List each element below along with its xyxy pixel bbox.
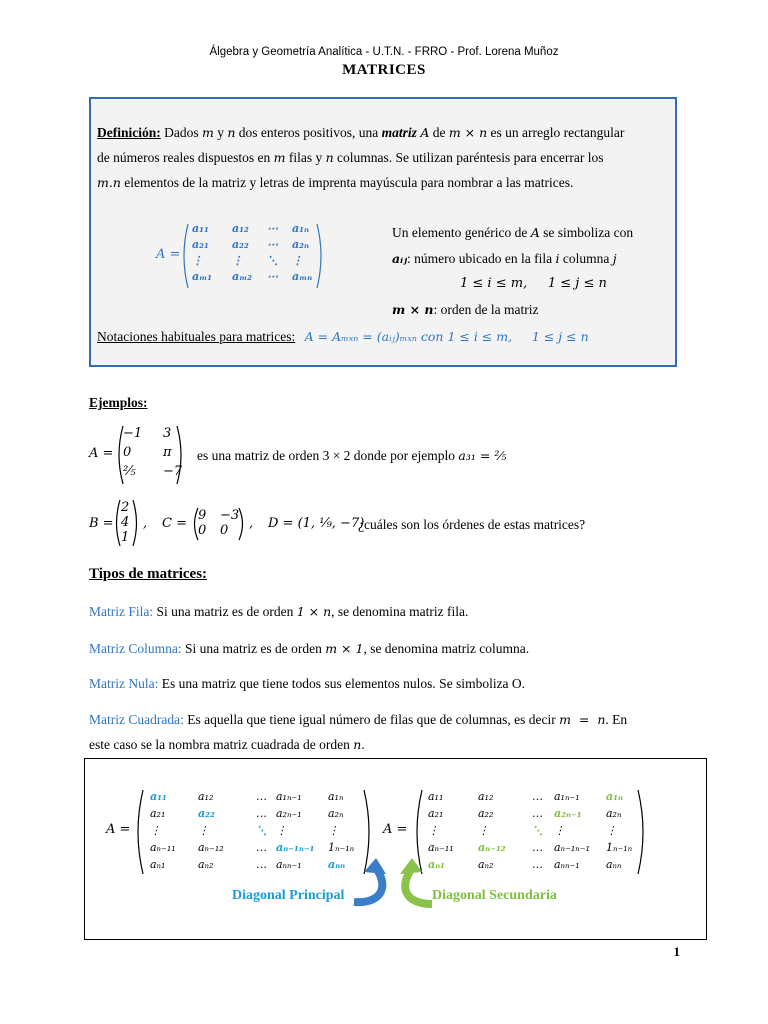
example-B-right-paren (131, 498, 141, 548)
matrix-entry: aₙ₁ (428, 858, 445, 871)
matrix-entry: a₂₂ (478, 807, 494, 820)
matrix-entry: 2 (121, 500, 130, 515)
secondary-diagonal-label: Diagonal Secundaria (432, 888, 557, 903)
matrix-entry: aₙ₋₁ₙ₋₁ (554, 841, 590, 854)
matrix-entry: a₂ₙ (292, 238, 309, 251)
matrix-entry: aₙ₂ (478, 858, 494, 871)
notations-line (97, 324, 589, 349)
example-B-lhs: B = (89, 516, 114, 531)
principal-arrow-icon (350, 858, 394, 910)
matrix-entry: ⋮ (328, 824, 339, 837)
example-C-lhs: C = (162, 516, 187, 531)
diagonal-left-left-paren (131, 788, 145, 876)
example-question: ¿cuáles son los órdenes de estas matrices? (358, 517, 586, 532)
matrix-entry: π (163, 445, 172, 460)
example-comma-2: , (249, 516, 254, 531)
matrix-entry: aₙ₋₁₂ (478, 841, 506, 854)
matrix-entry: a₁ₙ (328, 790, 344, 803)
principal-diagonal-label: Diagonal Principal (232, 888, 345, 903)
matrix-entry: 0 (220, 523, 229, 538)
matrix-entry: … (256, 841, 267, 854)
matrix-entry: 9 (198, 508, 207, 523)
examples-heading: Ejemplos: (89, 395, 148, 410)
matrix-entry: … (256, 790, 267, 803)
matrix-entry: −3 (220, 508, 240, 523)
matrix-entry: a₁₁ (192, 222, 209, 235)
matrix-entry: aₙ₋₁ₙ₋₁ (276, 841, 315, 854)
matrix-entry: a₁ₙ (292, 222, 309, 235)
type-cuadrada-line-2: este caso se la nombra matriz cuadrada de orden n. (89, 737, 365, 752)
type-nula-label: Matriz Nula: (89, 676, 159, 691)
matrix-entry: ⋱ (532, 824, 543, 837)
example-D: D = (1, ¹⁄₉, −7) (268, 516, 365, 531)
matrix-entry: ²⁄₅ (123, 464, 136, 479)
matrix-entry: 1ₙ₋₁ₙ (328, 841, 355, 854)
definition-line-1: Definición: Dados m y n dos enteros positivos, una matriz A de m × n es un arreglo rectangular (97, 125, 625, 140)
matrix-entry: ⋮ (276, 824, 287, 837)
matrix-entry: −1 (123, 426, 143, 441)
matrix-entry: −7 (163, 464, 183, 479)
generic-element-line-2: aᵢⱼ: número ubicado en la fila i columna j (392, 251, 617, 266)
matrix-entry: 1 (121, 530, 130, 545)
matrix-entry: … (256, 807, 267, 820)
order-definition: m × n: orden de la matriz (392, 302, 539, 317)
matrix-entry: 4 (121, 515, 130, 530)
matrix-entry: ⋯ (267, 222, 278, 235)
definition-line-2: de números reales dispuestos en m filas y n columnas. Se utilizan paréntesis para encerrar los (97, 150, 604, 165)
type-fila: Matriz Fila: Si una matriz es de orden 1 × n, se denomina matriz fila. (89, 604, 469, 619)
matrix-entry: ⋱ (267, 254, 278, 267)
matrix-entry: ⋯ (267, 270, 278, 283)
type-columna: Matriz Columna: Si una matriz es de orden m × 1, se denomina matriz columna. (89, 641, 530, 656)
matrix-entry: a₁₂ (198, 790, 214, 803)
matrix-entry: a₂ₙ (328, 807, 344, 820)
matrix-entry: aₙₙ₋₁ (276, 858, 302, 871)
matrix-entry: a₁₁ (428, 790, 444, 803)
matrix-entry: … (256, 858, 267, 871)
matrix-entry: 1ₙ₋₁ₙ (606, 841, 633, 854)
page-title: MATRICES (342, 62, 426, 78)
matrix-entry: a₂₁ (428, 807, 444, 820)
course-header: Álgebra y Geometría Analítica - U.T.N. - FRRO - Prof. Lorena Muñoz (209, 46, 559, 58)
matrix-entry: aₙ₁ (150, 858, 166, 871)
matrix-entry: aₙₙ (328, 858, 346, 871)
matrix-entry: … (532, 790, 543, 803)
matrix-entry: a₂₁ (192, 238, 209, 251)
matrix-entry: aₘ₂ (232, 270, 252, 283)
diagonal-right-right-paren (636, 788, 650, 876)
example-1-text: es una matriz de orden 3 × 2 donde por ejemplo a₃₁ = ²⁄₅ (197, 448, 507, 463)
matrix-entry: … (532, 841, 543, 854)
matrix-entry: ⋮ (428, 824, 439, 837)
type-nula: Matriz Nula: Es una matriz que tiene todos sus elementos nulos. Se simboliza O. (89, 676, 526, 691)
matrix-entry: a₁ₙ (606, 790, 623, 803)
matrix-entry: ⋮ (192, 254, 203, 267)
types-heading: Tipos de matrices: (89, 566, 208, 582)
matrix-entry: a₂₂ (232, 238, 249, 251)
type-cuadrada-label: Matriz Cuadrada: (89, 712, 184, 727)
matrix-entry: ⋮ (554, 824, 565, 837)
generic-matrix-lhs: A = (156, 247, 181, 262)
matrix-entry: aₙ₋₁₁ (428, 841, 454, 854)
matrix-entry: ⋱ (256, 824, 267, 837)
generic-element-line-1: Un elemento genérico de A se simboliza con (392, 225, 634, 240)
matrix-entry: ⋮ (232, 254, 243, 267)
notations-label: Notaciones habituales para matrices: (97, 329, 296, 344)
secondary-arrow-icon (396, 858, 436, 910)
matrix-entry: ⋯ (267, 238, 278, 251)
matrix-entry: aₙₙ₋₁ (554, 858, 580, 871)
matrix-entry: a₂ₙ₋₁ (554, 807, 582, 820)
definition-line-3: m.n elementos de la matriz y letras de imprenta mayúscula para nombrar a las matrices. (97, 175, 574, 190)
matrix-entry: aₙ₋₁₁ (150, 841, 176, 854)
notations-formula: A = Aₘₓₙ = (aᵢⱼ)ₘₓₙ con 1 ≤ i ≤ m, 1 ≤ j ≤ n (304, 329, 589, 344)
generic-matrix-right-paren (315, 222, 327, 290)
diagonal-right-lhs: A = (383, 822, 408, 837)
matrix-entry: aₙ₂ (198, 858, 214, 871)
matrix-entry: a₁ₙ₋₁ (276, 790, 302, 803)
matrix-entry: ⋮ (478, 824, 489, 837)
matrix-entry: … (532, 858, 543, 871)
matrix-entry: a₂₂ (198, 807, 215, 820)
index-range: 1 ≤ i ≤ m, 1 ≤ j ≤ n (460, 276, 607, 291)
matrix-entry: aₘₙ (292, 270, 313, 283)
matrix-entry: aₘ₁ (192, 270, 212, 283)
example-1-lhs: A = (89, 446, 114, 461)
matrix-entry: a₁₂ (478, 790, 494, 803)
matrix-entry: 0 (123, 445, 132, 460)
page-number: 1 (673, 944, 680, 959)
matrix-entry: ⋮ (292, 254, 303, 267)
matrix-entry: a₂₁ (150, 807, 166, 820)
example-comma-1: , (143, 516, 148, 531)
matrix-entry: a₁ₙ₋₁ (554, 790, 580, 803)
matrix-entry: 3 (163, 426, 172, 441)
generic-matrix-left-paren (178, 222, 190, 290)
type-columna-label: Matriz Columna: (89, 641, 182, 656)
definition-label: Definición: (97, 125, 161, 140)
matrix-entry: 0 (198, 523, 207, 538)
matrix-entry: a₁₁ (150, 790, 167, 803)
diagonal-left-lhs: A = (106, 822, 131, 837)
matrix-entry: aₙₙ (606, 858, 622, 871)
type-fila-label: Matriz Fila: (89, 604, 154, 619)
matrix-entry: ⋮ (606, 824, 617, 837)
matrix-entry: a₂ₙ₋₁ (276, 807, 302, 820)
matrix-entry: aₙ₋₁₂ (198, 841, 224, 854)
matrix-entry: ⋮ (150, 824, 161, 837)
matrix-entry: a₂ₙ (606, 807, 622, 820)
type-cuadrada: Matriz Cuadrada: Es aquella que tiene igual número de filas que de columnas, es decir m = n. En (89, 712, 628, 727)
matrix-entry: … (532, 807, 543, 820)
matrix-entry: ⋮ (198, 824, 209, 837)
matrix-entry: a₁₂ (232, 222, 249, 235)
